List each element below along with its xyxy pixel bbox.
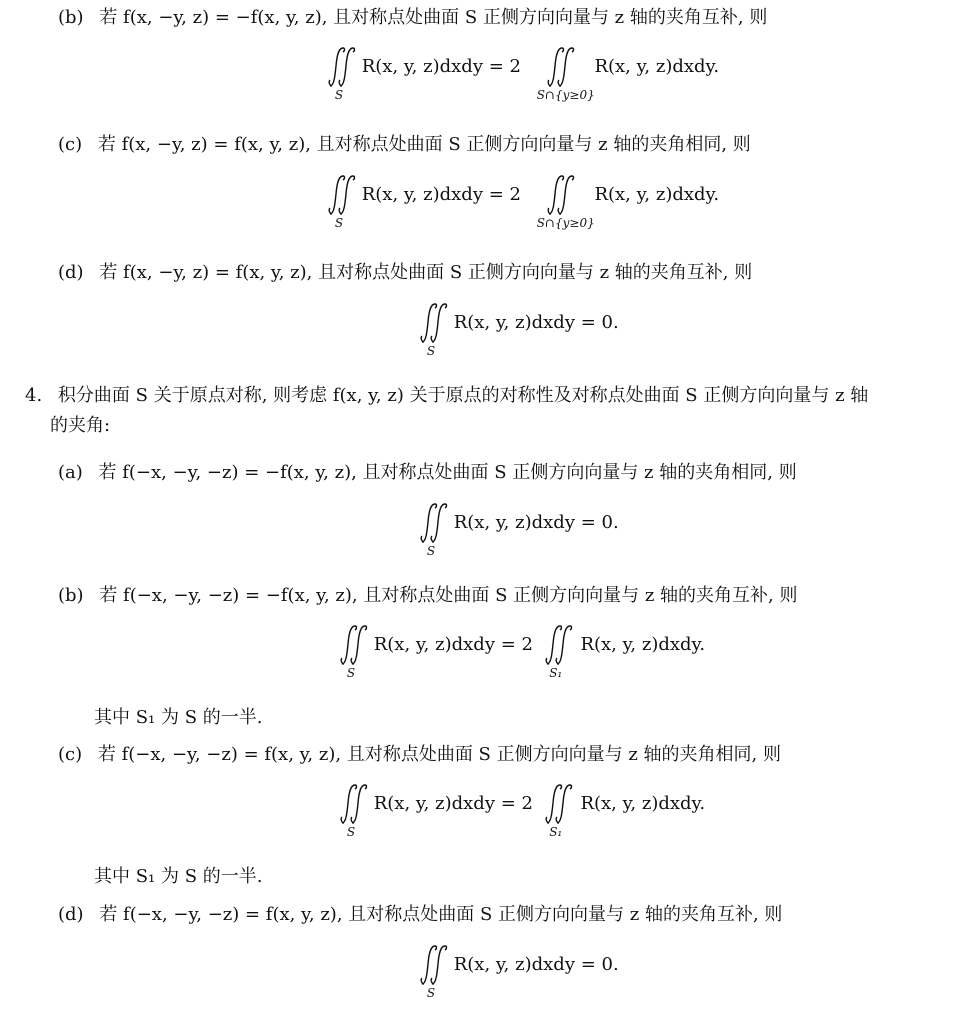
equation-body: R(x, y, z)dxdy = 0. (453, 954, 619, 975)
equation-rhs: R(x, y, z)dxdy. (594, 184, 720, 205)
item-3c (58, 133, 751, 157)
integral-domain: S (426, 986, 436, 1000)
item-4b (58, 584, 798, 608)
equation-lhs: R(x, y, z)dxdy = 2 (373, 634, 533, 655)
equation-rhs: R(x, y, z)dxdy. (580, 634, 706, 655)
equation-body: R(x, y, z)dxdy = 0. (453, 512, 619, 533)
double-integral-symbol (539, 622, 573, 680)
equation-4d (414, 942, 619, 1006)
item-3d (58, 261, 752, 285)
double-integral-symbol (414, 500, 448, 558)
equation-3b (322, 44, 719, 108)
double-integral-symbol (322, 44, 356, 102)
item-text: 若 f(−x, −y, −z) = −f(x, y, z), 且对称点处曲面 S 正侧方向向量与 z 轴的夹角相同, 则 (98, 462, 797, 483)
equation-lhs: R(x, y, z)dxdy = 2 (361, 184, 521, 205)
double-integral-symbol (536, 172, 595, 230)
item-text: 积分曲面 S 关于原点对称, 则考虑 f(x, y, z) 关于原点的对称性及对称点处曲面 S 正侧方向向量与 z 轴 (57, 385, 869, 406)
item-label: (b) (58, 7, 84, 28)
equation-rhs: R(x, y, z)dxdy. (580, 793, 706, 814)
item-text: 若 f(x, −y, z) = f(x, y, z), 且对称点处曲面 S 正侧方向向量与 z 轴的夹角互补, 则 (99, 262, 753, 283)
integral-domain: S₁ (549, 825, 563, 839)
item-text: 的夹角: (50, 415, 111, 436)
integral-domain: S∩{y≥0} (536, 88, 595, 102)
equation-rhs: R(x, y, z)dxdy. (594, 56, 720, 77)
item-4-continued (50, 414, 110, 438)
double-integral-symbol (334, 622, 368, 680)
item-label: (d) (58, 904, 84, 925)
equation-4c (334, 781, 705, 845)
double-integral-symbol (536, 44, 595, 102)
equation-body: R(x, y, z)dxdy = 0. (453, 312, 619, 333)
item-3b (58, 6, 767, 30)
equation-3c (322, 172, 719, 236)
equation-4b (334, 622, 705, 686)
item-4a (58, 461, 797, 485)
integral-domain: S (346, 666, 356, 680)
equation-3d (414, 300, 619, 364)
double-integral-symbol (414, 942, 448, 1000)
integral-domain: S (334, 88, 344, 102)
item-4 (25, 384, 868, 408)
double-integral-symbol (414, 300, 448, 358)
item-4d (58, 903, 782, 927)
integral-domain: S∩{y≥0} (536, 216, 595, 230)
item-label: (c) (58, 134, 83, 155)
item-label: (b) (58, 585, 84, 606)
integral-domain: S (426, 544, 436, 558)
integral-domain: S₁ (549, 666, 563, 680)
item-label: 4. (25, 385, 43, 406)
double-integral-symbol (539, 781, 573, 839)
item-label: (c) (58, 744, 83, 765)
item-text: 若 f(x, −y, z) = f(x, y, z), 且对称点处曲面 S 正侧方向向量与 z 轴的夹角相同, 则 (97, 134, 751, 155)
item-text: 若 f(x, −y, z) = −f(x, y, z), 且对称点处曲面 S 正侧方向向量与 z 轴的夹角互补, 则 (99, 7, 768, 28)
item-label: (a) (58, 462, 83, 483)
integral-domain: S (334, 216, 344, 230)
item-text: 若 f(−x, −y, −z) = f(x, y, z), 且对称点处曲面 S 正侧方向向量与 z 轴的夹角相同, 则 (97, 744, 781, 765)
item-4c (58, 743, 781, 767)
item-label: (d) (58, 262, 84, 283)
equation-4a (414, 500, 619, 564)
item-text: 若 f(−x, −y, −z) = −f(x, y, z), 且对称点处曲面 S 正侧方向向量与 z 轴的夹角互补, 则 (99, 585, 798, 606)
integral-domain: S (426, 344, 436, 358)
note-text: 其中 S₁ 为 S 的一半. (94, 866, 263, 887)
integral-domain: S (346, 825, 356, 839)
equation-lhs: R(x, y, z)dxdy = 2 (373, 793, 533, 814)
note-4c (94, 865, 263, 889)
double-integral-symbol (334, 781, 368, 839)
note-4b (94, 706, 263, 730)
note-text: 其中 S₁ 为 S 的一半. (94, 707, 263, 728)
double-integral-symbol (322, 172, 356, 230)
equation-lhs: R(x, y, z)dxdy = 2 (361, 56, 521, 77)
item-text: 若 f(−x, −y, −z) = f(x, y, z), 且对称点处曲面 S 正侧方向向量与 z 轴的夹角互补, 则 (99, 904, 783, 925)
